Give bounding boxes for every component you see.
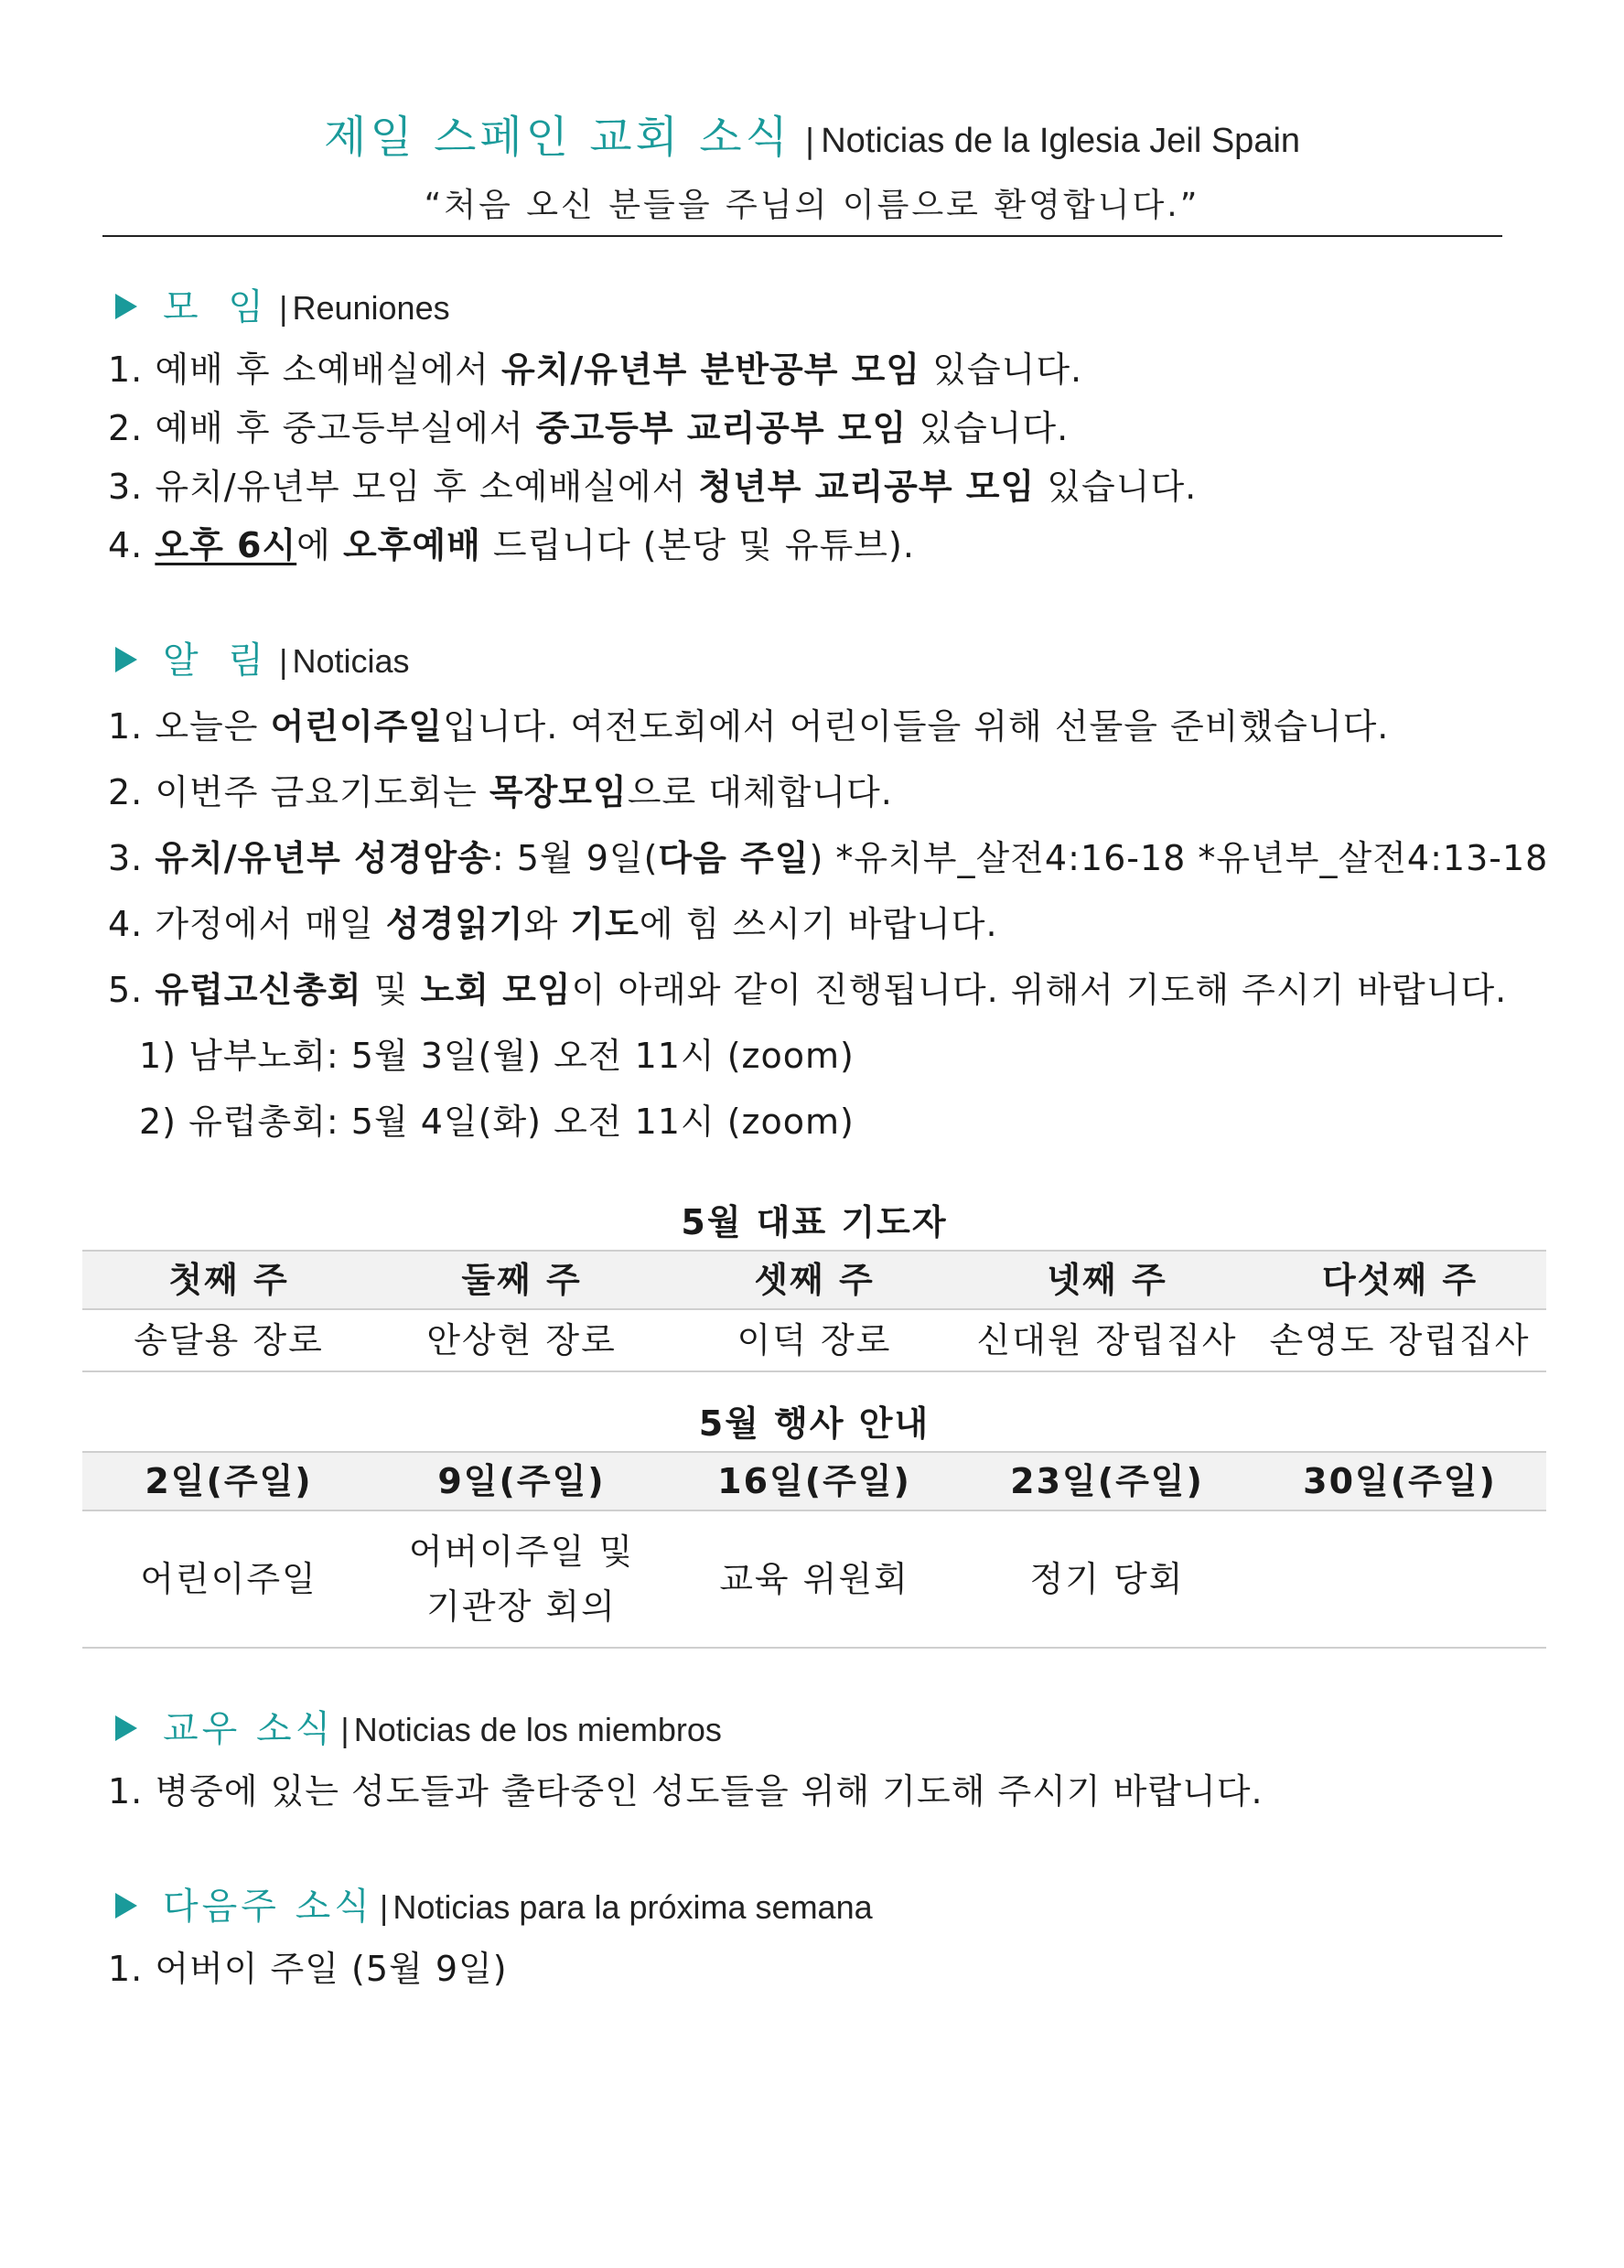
table-header-cell: 16일(주일): [668, 1451, 961, 1511]
section-heading: [108, 1702, 1535, 1757]
section-title-ko: 교우 소식: [163, 1708, 335, 1750]
table-header-cell: 첫째 주: [82, 1250, 375, 1310]
play-triangle-icon: [115, 647, 137, 672]
table-header-cell: 셋째 주: [668, 1250, 961, 1310]
table-cell: 정기 당회: [961, 1511, 1253, 1649]
section-heading: [108, 633, 1535, 688]
section-reuniones: [108, 280, 1535, 575]
table-header-cell: 넷째 주: [961, 1250, 1253, 1310]
table-cell: 손영도 장립집사: [1253, 1310, 1546, 1372]
miembros-list: [108, 1762, 1535, 1821]
prayer-table-caption: 5월 대표 기도자: [681, 1202, 948, 1242]
section-separator: |: [339, 1713, 350, 1749]
section-proxima: [108, 1879, 1535, 1998]
list-item: 1. 예배 후 소예배실에서 유치/유년부 분반공부 모임 있습니다.: [108, 349, 1083, 390]
table-cell: 어버이주일 및 기관장 회의: [375, 1511, 668, 1649]
section-title-ko: 다음주 소식: [163, 1886, 373, 1928]
section-separator: |: [278, 291, 289, 328]
section-noticias: [108, 633, 1549, 1155]
prayer-table: [82, 1250, 1546, 1372]
list-item: 1. 병중에 있는 성도들과 출타중인 성도들을 위해 기도해 주시기 바랍니다.: [108, 1771, 1264, 1811]
list-item: 1. 오늘은 어린이주일입니다. 여전도회에서 어린이들을 위해 선물을 준비했습니다.: [108, 706, 1390, 747]
header-divider: [102, 235, 1502, 237]
table-cell: 안상현 장로: [375, 1310, 668, 1372]
list-item: 3. 유치/유년부 모임 후 소예배실에서 청년부 교리공부 모임 있습니다.: [108, 467, 1198, 507]
play-triangle-icon: [115, 294, 137, 319]
table-header-cell: 9일(주일): [375, 1451, 668, 1511]
welcome-subtitle: “처음 오신 분들을 주님의 이름으로 환영합니다.”: [424, 187, 1200, 224]
section-title-es: Noticias para la próxima semana: [393, 1888, 873, 1926]
list-item: 2. 이번주 금요기도회는 목장모임으로 대체합니다.: [108, 772, 893, 812]
sub-list-item: 2) 유럽총회: 5월 4일(화) 오전 11시 (zoom): [139, 1102, 855, 1142]
list-item: 4. 가정에서 매일 성경읽기와 기도에 힘 쓰시기 바랍니다.: [108, 904, 998, 944]
section-heading: [108, 280, 1535, 335]
title-separator: |: [804, 123, 816, 160]
play-triangle-icon: [115, 1893, 137, 1919]
section-title-ko: 모 임: [163, 286, 273, 328]
page-title: [0, 108, 1624, 171]
list-item: 4. 오후 6시에 오후예배 드립니다 (본당 및 유튜브).: [108, 525, 915, 565]
list-item: 1. 어버이 주일 (5월 9일): [108, 1949, 508, 1989]
list-item: 5. 유럽고신총회 및 노회 모임이 아래와 같이 진행됩니다. 위해서 기도해 주시기 바랍니다.: [108, 970, 1508, 1010]
noticias-list: [108, 693, 1549, 1155]
play-triangle-icon: [115, 1715, 137, 1741]
table-cell: 신대원 장립집사: [961, 1310, 1253, 1372]
table-header-cell: 둘째 주: [375, 1250, 668, 1310]
table-cell: 어린이주일: [82, 1511, 375, 1649]
section-separator: |: [278, 644, 289, 681]
section-title-es: Noticias: [292, 642, 410, 680]
section-title-es: Reuniones: [292, 289, 450, 327]
list-item: 3. 유치/유년부 성경암송: 5월 9일(다음 주일) *유치부_살전4:16-18 *유년부_살전4:13-18: [108, 838, 1549, 878]
section-title-ko: 알 림: [163, 640, 273, 682]
table-header-cell: 다섯째 주: [1253, 1250, 1546, 1310]
table-cell: [1253, 1511, 1546, 1649]
title-spanish: Noticias de la Iglesia Jeil Spain: [821, 122, 1301, 160]
table-header-cell: 2일(주일): [82, 1451, 375, 1511]
table-cell: 송달용 장로: [82, 1310, 375, 1372]
section-title-es: Noticias de los miembros: [353, 1711, 722, 1748]
table-cell: 이덕 장로: [668, 1310, 961, 1372]
sub-list-item: 1) 남부노회: 5월 3일(월) 오전 11시 (zoom): [139, 1036, 855, 1076]
section-separator: |: [378, 1890, 390, 1927]
page-header: [0, 108, 1624, 231]
events-table: [82, 1451, 1546, 1649]
proxima-list: [108, 1940, 1535, 1998]
events-table-caption: 5월 행사 안내: [698, 1403, 930, 1444]
section-heading: [108, 1879, 1535, 1934]
list-item: 2. 예배 후 중고등부실에서 중고등부 교리공부 모임 있습니다.: [108, 408, 1070, 448]
reuniones-list: [108, 340, 1535, 575]
table-header-cell: 30일(주일): [1253, 1451, 1546, 1511]
table-cell: 교육 위원회: [668, 1511, 961, 1649]
title-korean: 제일 스페인 교회 소식: [323, 112, 792, 163]
table-header-cell: 23일(주일): [961, 1451, 1253, 1511]
section-miembros: [108, 1702, 1535, 1821]
